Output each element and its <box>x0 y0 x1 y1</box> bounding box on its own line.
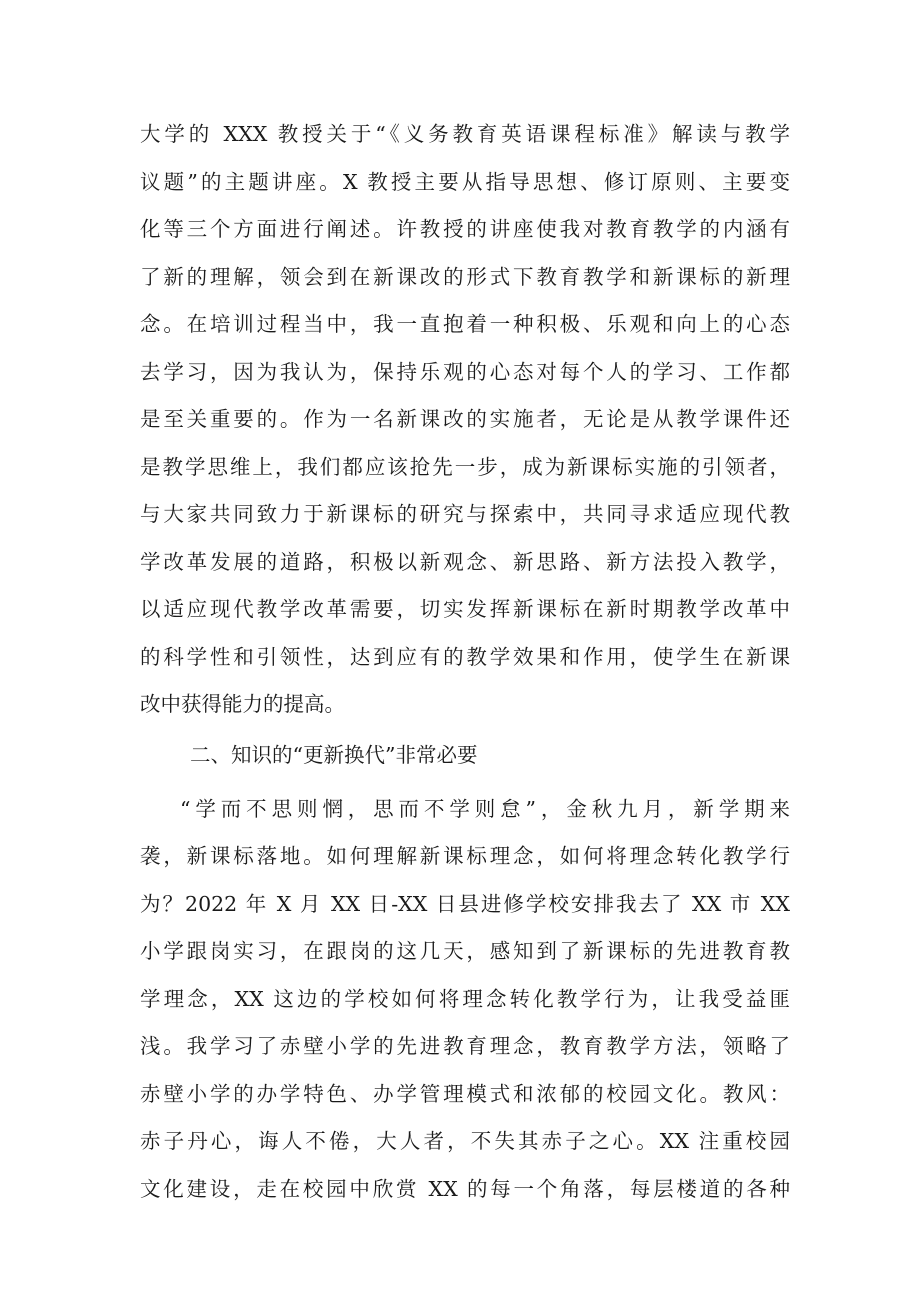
text-line: 小学跟岗实习，在跟岗的这几天，感知到了新课标的先进教育教 <box>140 939 790 963</box>
text-line: 袭，新课标落地。如何理解新课标理念，如何将理念转化教学行 <box>140 844 790 868</box>
text-line: 化等三个方面进行阐述。许教授的讲座使我对教育教学的内涵有 <box>140 217 790 241</box>
text-line: 是教学思维上，我们都应该抢先一步，成为新课标实施的引领者， <box>140 455 790 479</box>
text-line: 赤壁小学的办学特色、办学管理模式和浓郁的校园文化。教风： <box>140 1082 790 1106</box>
text-line: 的科学性和引领性，达到应有的教学效果和作用，使学生在新课 <box>140 645 790 669</box>
text-line: 是至关重要的。作为一名新课改的实施者，无论是从教学课件还 <box>140 407 790 431</box>
text-line: 大学的 XXX 教授关于“《义务教育英语课程标准》解读与教学 <box>140 122 790 146</box>
text-line: 了新的理解，领会到在新课改的形式下教育教学和新课标的新理 <box>140 265 790 289</box>
section-heading: 二、知识的“更新换代”非常必要 <box>190 743 478 767</box>
text-line: 以适应现代教学改革需要，切实发挥新课标在新时期教学改革中 <box>140 597 790 621</box>
text-line: 文化建设，走在校园中欣赏 XX 的每一个角落，每层楼道的各种 <box>140 1177 790 1201</box>
text-line: 与大家共同致力于新课标的研究与探索中，共同寻求适应现代教 <box>140 502 790 526</box>
text-line: 学理念，XX 这边的学校如何将理念转化教学行为，让我受益匪 <box>140 987 790 1011</box>
text-line: 赤子丹心，诲人不倦，大人者，不失其赤子之心。XX 注重校园 <box>140 1129 790 1153</box>
text-line: “学而不思则惘，思而不学则怠”，金秋九月，新学期来 <box>180 797 790 821</box>
text-line: 改中获得能力的提高。 <box>140 692 345 716</box>
text-line: 议题”的主题讲座。X 教授主要从指导思想、修订原则、主要变 <box>140 170 790 194</box>
text-line: 为？2022 年 X 月 XX 日-XX 日县进修学校安排我去了 XX 市 XX <box>140 892 790 916</box>
text-line: 浅。我学习了赤壁小学的先进教育理念，教育教学方法，领略了 <box>140 1034 790 1058</box>
text-line: 念。在培训过程当中，我一直抱着一种积极、乐观和向上的心态 <box>140 312 790 336</box>
text-line: 去学习，因为我认为，保持乐观的心态对每个人的学习、工作都 <box>140 360 790 384</box>
text-line: 学改革发展的道路，积极以新观念、新思路、新方法投入教学， <box>140 550 790 574</box>
